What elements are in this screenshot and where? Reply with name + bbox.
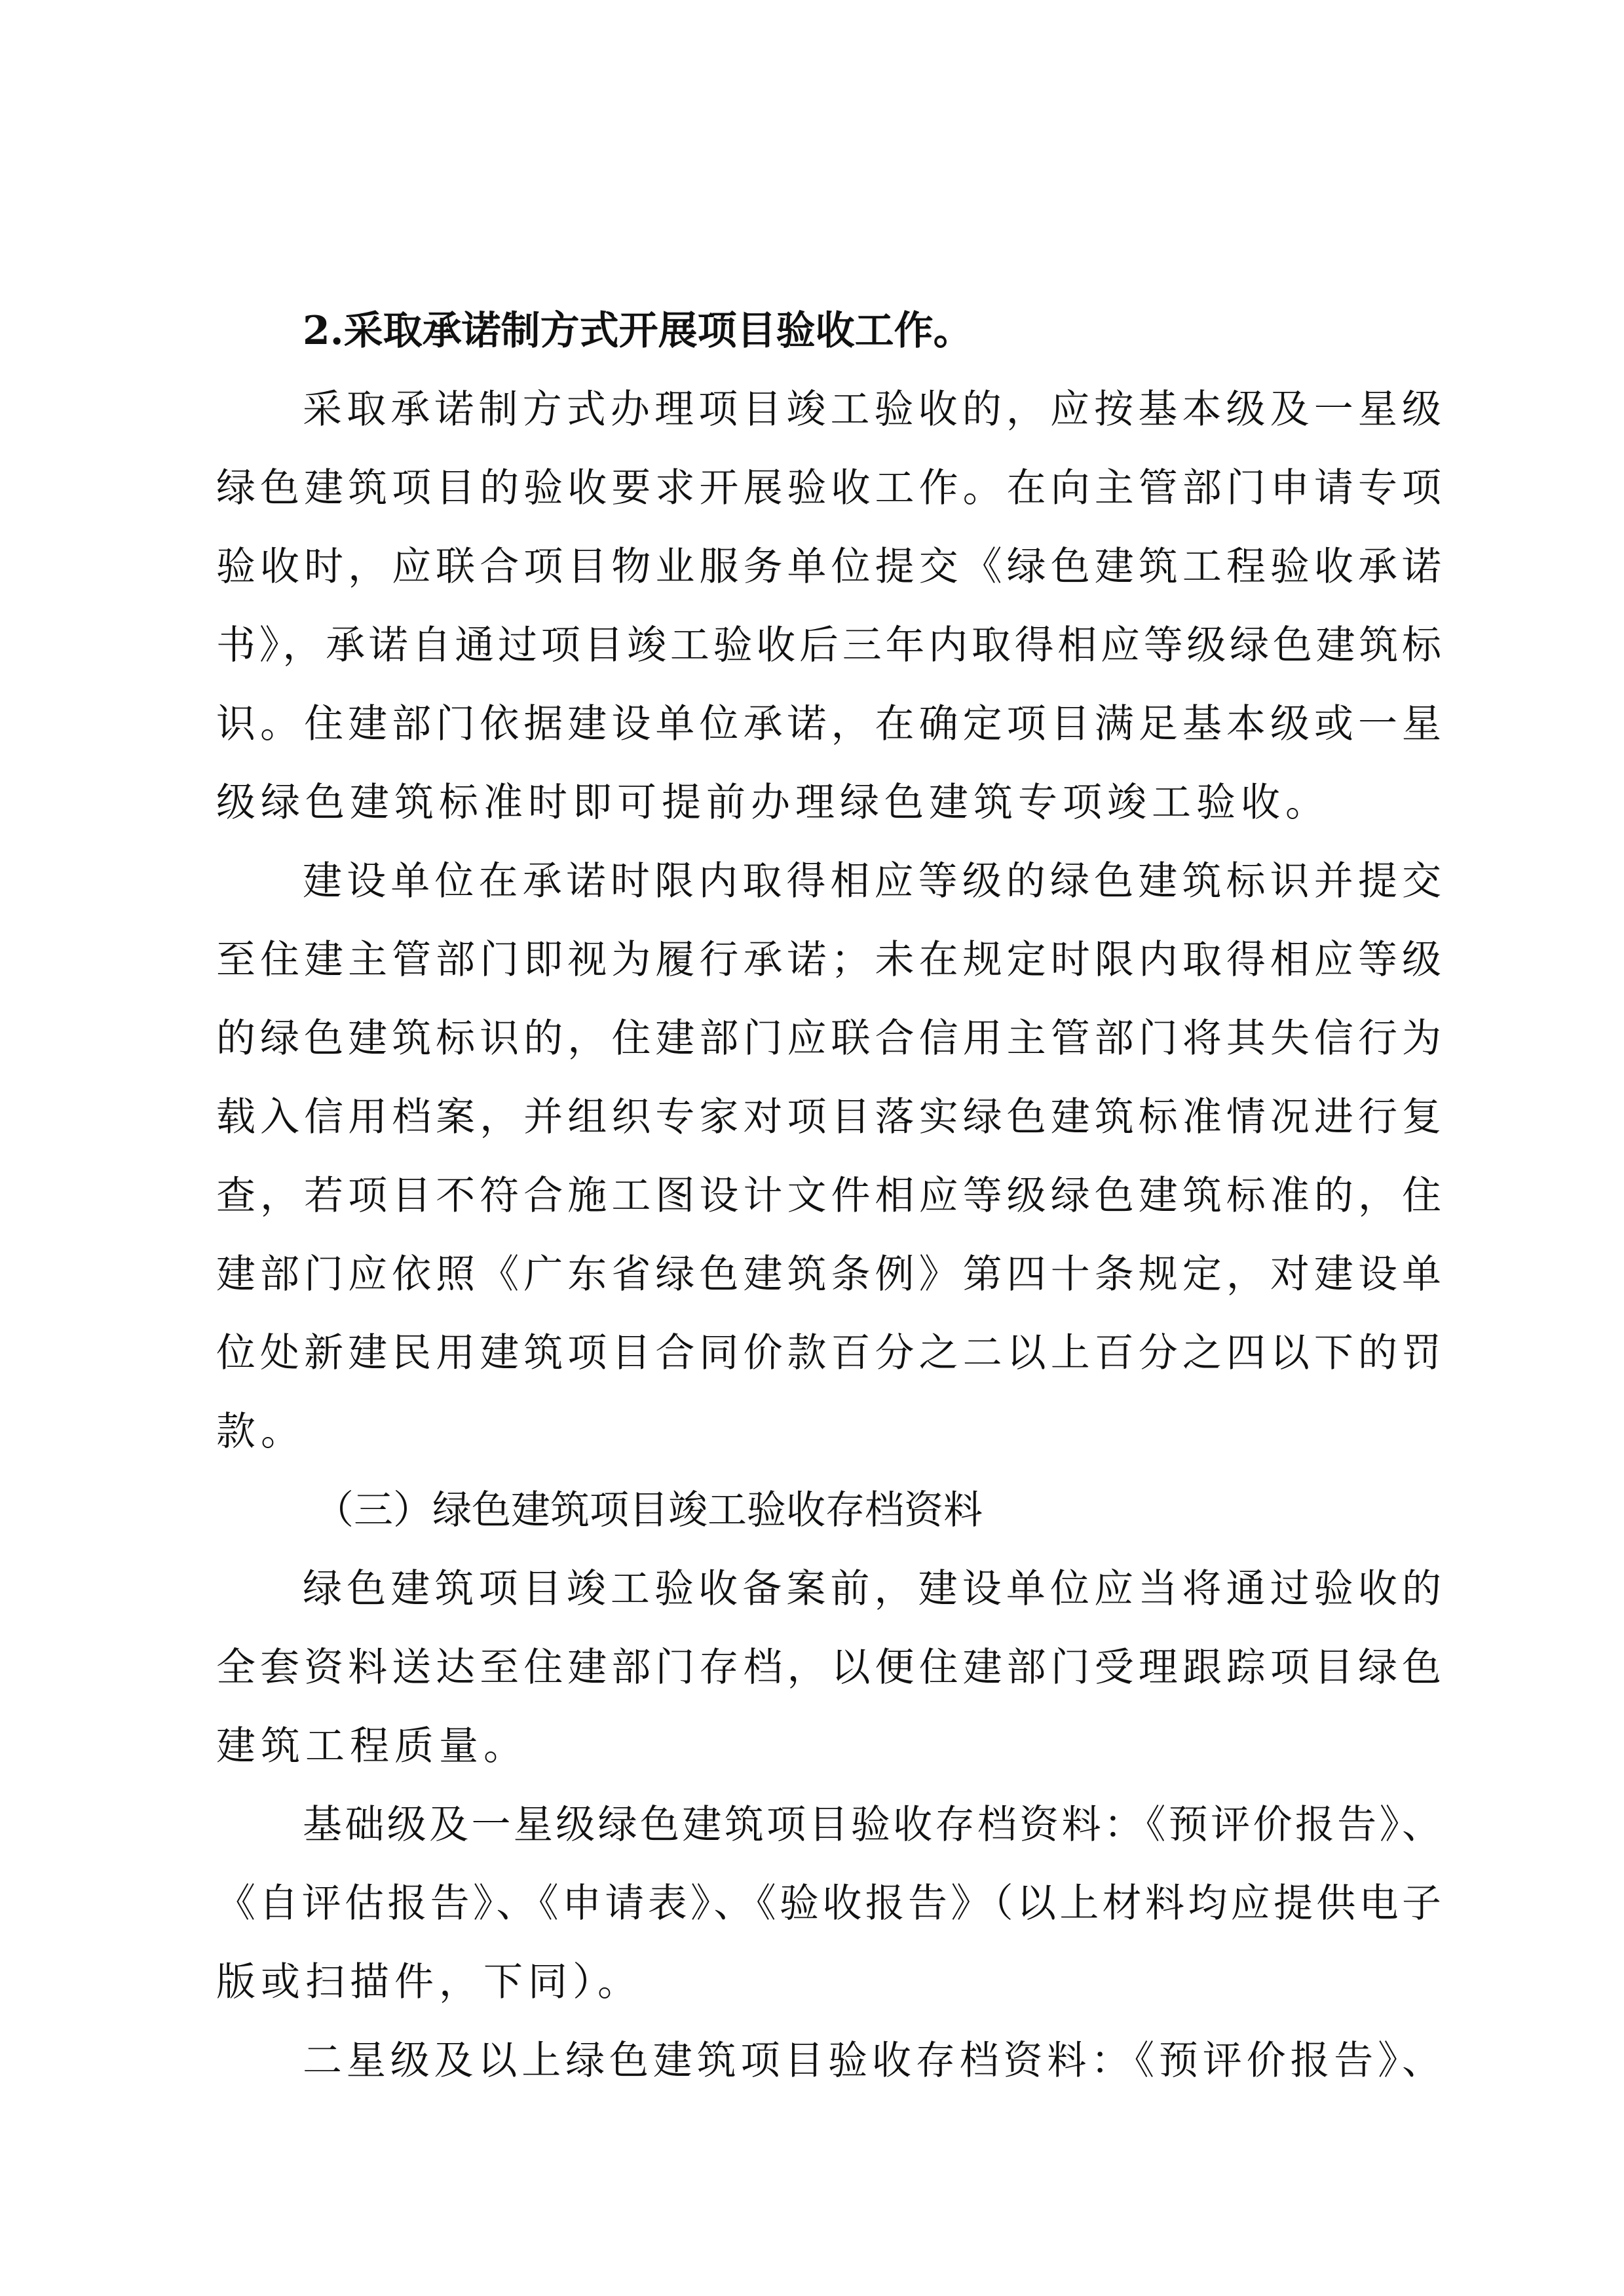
paragraph-commitment-fulfillment — [216, 842, 1441, 1471]
text-line: 基础级及一星级绿色建筑项目验收存档资料：《预评价报告》、 — [303, 1802, 1441, 1848]
text-line: 至住建主管部门即视为履行承诺；未在规定时限内取得相应等级 — [216, 937, 1441, 983]
text-line: 查，若项目不符合施工图设计文件相应等级绿色建筑标准的，住 — [216, 1173, 1441, 1219]
text-line: 建筑工程质量。 — [216, 1723, 528, 1769]
text-line: 款。 — [216, 1409, 305, 1455]
text-line: 书》，承诺自通过项目竣工验收后三年内取得相应等级绿色建筑标 — [216, 622, 1441, 668]
text-line: 绿色建筑项目竣工验收备案前，建设单位应当将通过验收的 — [303, 1566, 1441, 1612]
text-line: 版或扫描件，下同）。 — [216, 1959, 642, 2005]
text-line: 载入信用档案，并组织专家对项目落实绿色建筑标准情况进行复 — [216, 1094, 1441, 1140]
paragraph-basic-level-materials — [216, 1786, 1441, 2021]
text-line: 全套资料送达至住建部门存档，以便住建部门受理跟踪项目绿色 — [216, 1645, 1441, 1691]
text-line: 《自评估报告》、《申请表》、《验收报告》（以上材料均应提供电子 — [216, 1881, 1441, 1926]
document-body — [216, 292, 1441, 2100]
paragraph-commitment-acceptance — [216, 370, 1441, 842]
paragraph-archive-submission — [216, 1550, 1441, 1786]
text-line: 建设单位在承诺时限内取得相应等级的绿色建筑标识并提交 — [303, 858, 1441, 904]
section-heading-2: 2.采取承诺制方式开展项目验收工作。 — [303, 308, 973, 354]
text-line: 建部门应依照《广东省绿色建筑条例》第四十条规定，对建设单 — [216, 1252, 1441, 1297]
text-line: 验收时，应联合项目物业服务单位提交《绿色建筑工程验收承诺 — [216, 544, 1441, 590]
text-line: 位处新建民用建筑项目合同价款百分之二以上百分之四以下的罚 — [216, 1330, 1441, 1376]
text-line: 绿色建筑项目的验收要求开展验收工作。在向主管部门申请专项 — [216, 465, 1441, 511]
text-line: 的绿色建筑标识的，住建部门应联合信用主管部门将其失信行为 — [216, 1016, 1441, 1062]
text-line: 级绿色建筑标准时即可提前办理绿色建筑专项竣工验收。 — [216, 780, 1330, 826]
text-line: 二星级及以上绿色建筑项目验收存档资料：《预评价报告》、 — [303, 2038, 1441, 2084]
text-line: 识。住建部门依据建设单位承诺，在确定项目满足基本级或一星 — [216, 701, 1441, 747]
paragraph-two-star-materials — [216, 2021, 1441, 2100]
text-line: 采取承诺制方式办理项目竣工验收的，应按基本级及一星级 — [303, 387, 1441, 432]
section-heading-3: （三）绿色建筑项目竣工验收存档资料 — [314, 1487, 983, 1533]
